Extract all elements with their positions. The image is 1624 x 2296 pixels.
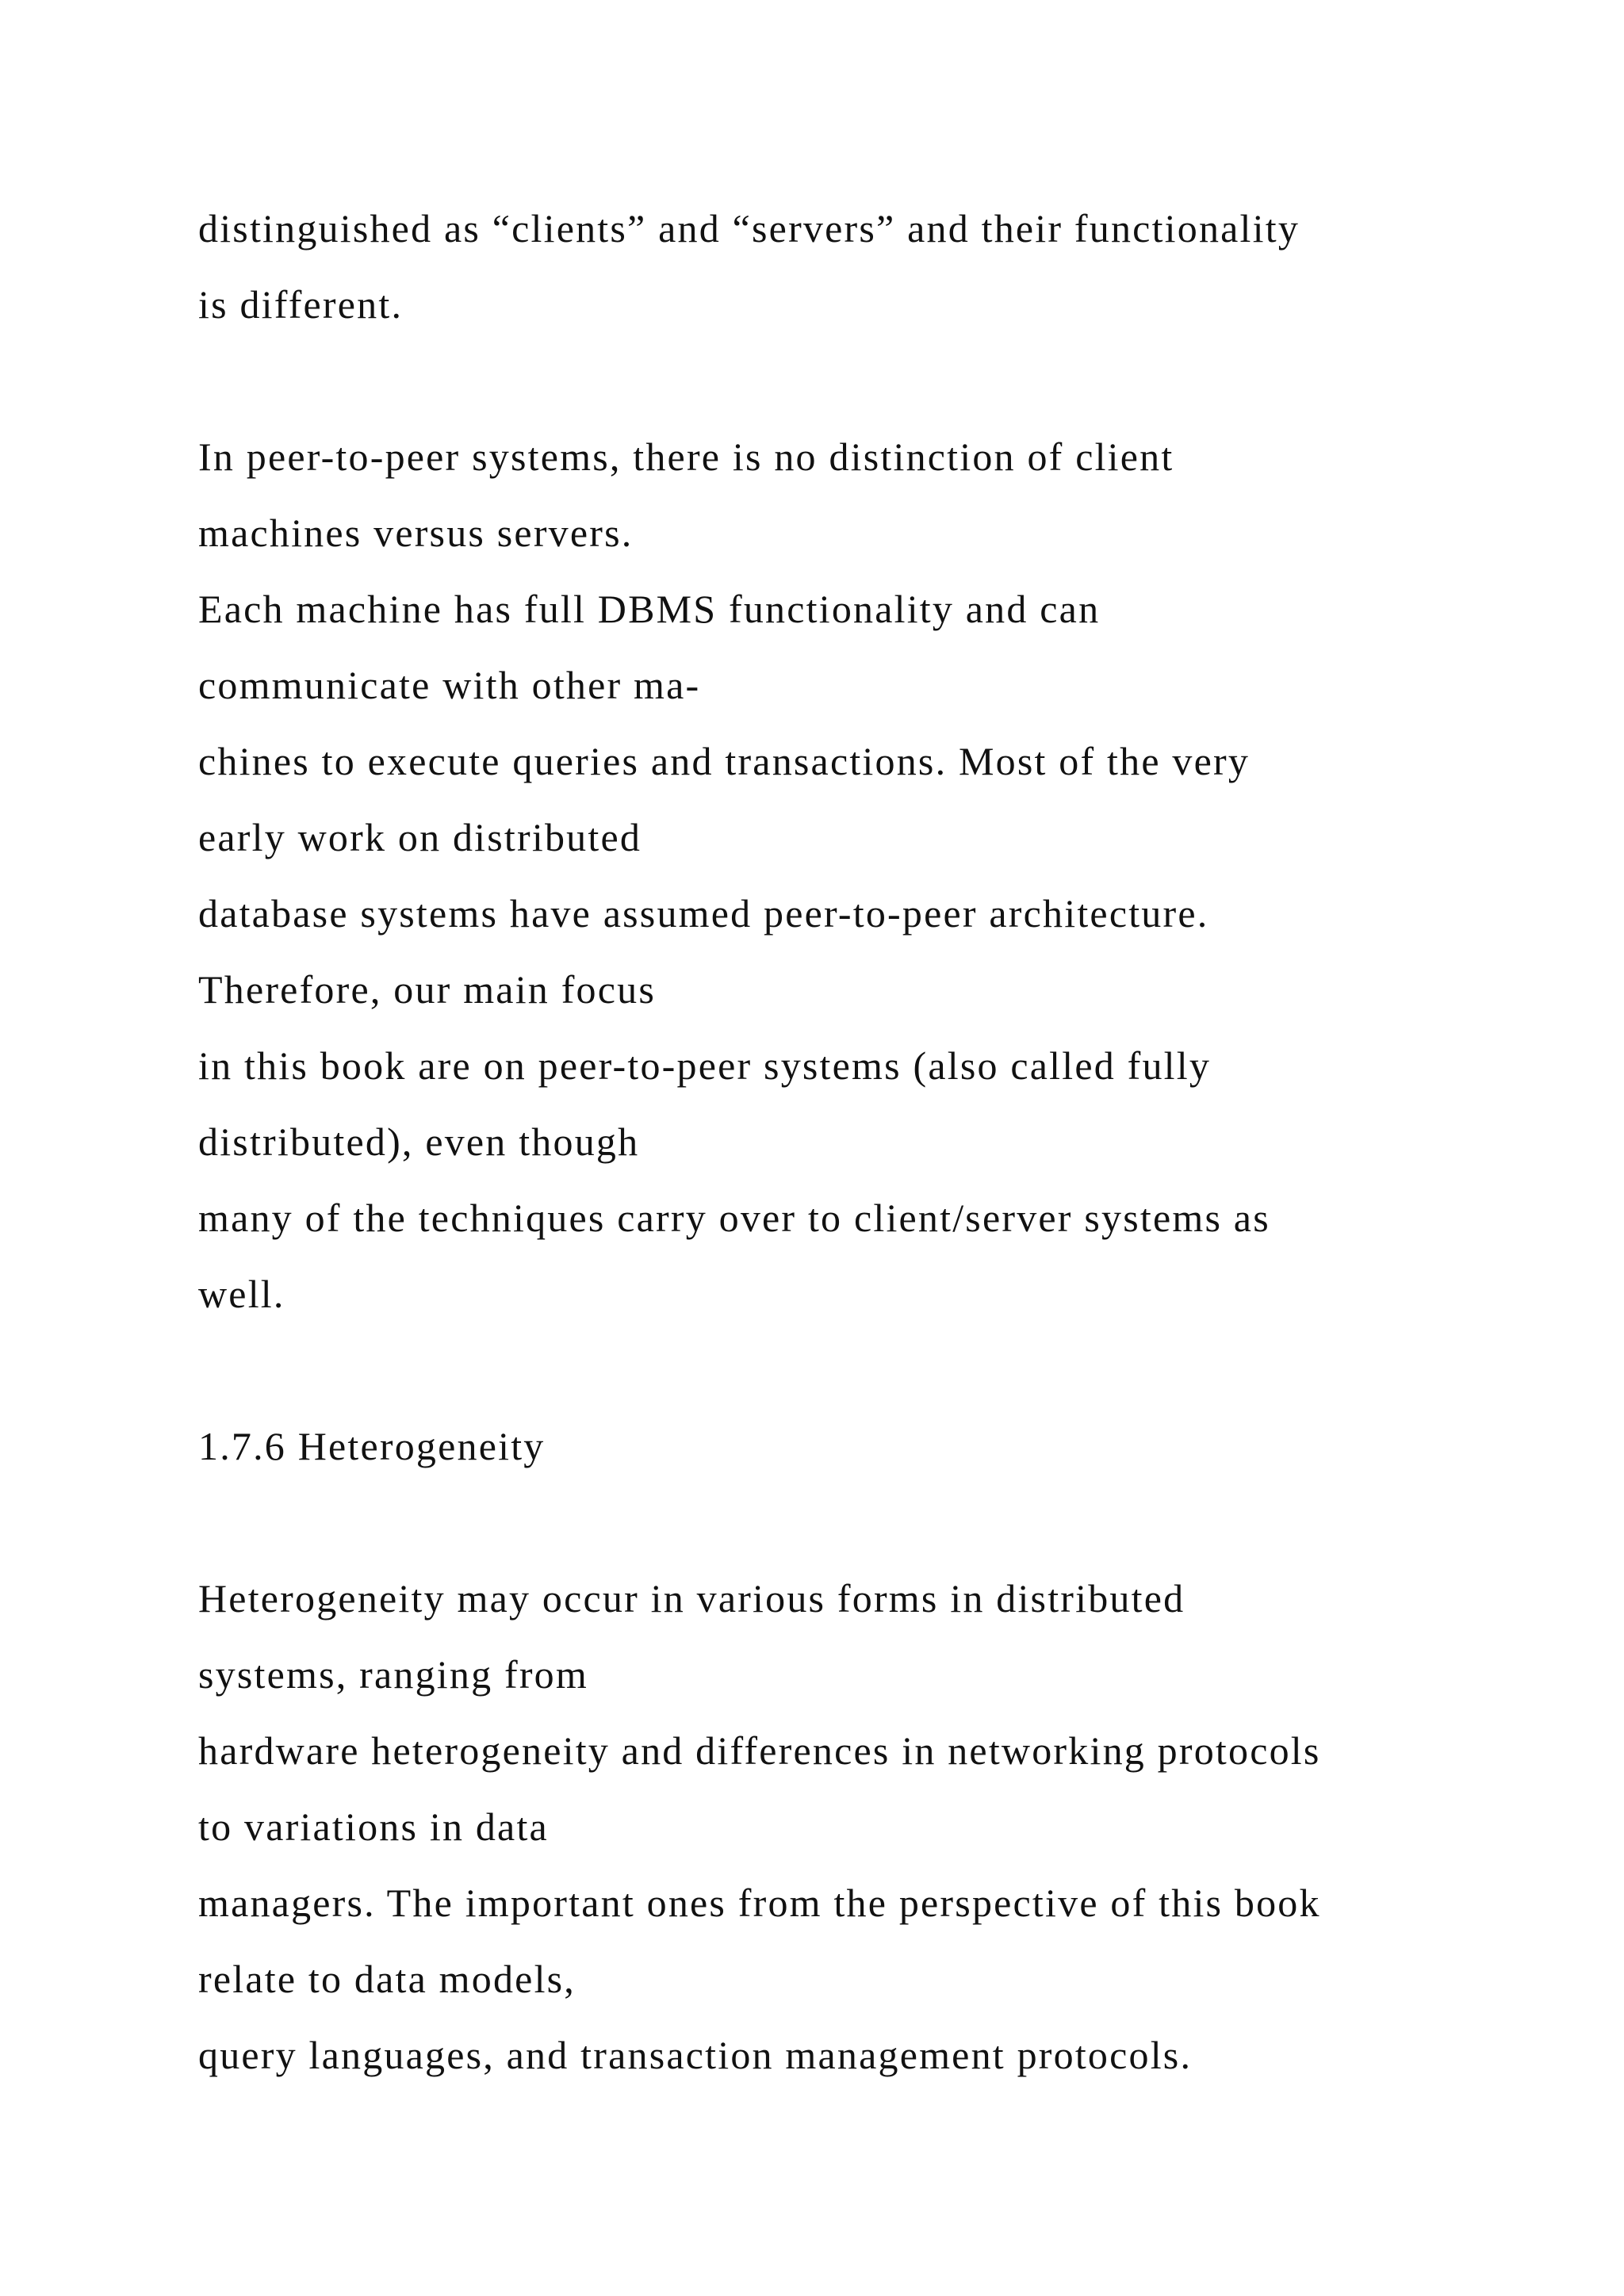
section-heading [198, 1408, 1546, 1484]
text-line: distinguished as “clients” and “servers” and their functionality [198, 206, 1300, 251]
text-line: chines to execute queries and transactions. Most of the very [198, 739, 1251, 783]
text-line: database systems have assumed peer-to-peer architecture. [198, 891, 1209, 936]
text-line: early work on distributed [198, 815, 642, 859]
text-line: communicate with other ma- [198, 663, 701, 707]
paragraph-peer-to-peer [198, 419, 1546, 1332]
document-text [198, 190, 1546, 2093]
text-line: Heterogeneity may occur in various forms in distributed [198, 1576, 1185, 1621]
text-line: systems, ranging from [198, 1652, 588, 1697]
text-line: query languages, and transaction management protocols. [198, 2033, 1193, 2077]
text-line: managers. The important ones from the perspective of this book [198, 1881, 1321, 1925]
paragraph-spacer [198, 1332, 1546, 1408]
paragraph-spacer [198, 342, 1546, 419]
text-line: Therefore, our main focus [198, 967, 656, 1012]
paragraph-heterogeneity [198, 1560, 1546, 2093]
text-line: machines versus servers. [198, 511, 634, 555]
text-line: well. [198, 1272, 285, 1316]
text-line: relate to data models, [198, 1957, 576, 2001]
text-line: In peer-to-peer systems, there is no distinction of client [198, 434, 1174, 479]
text-line: in this book are on peer-to-peer systems (also called fully [198, 1043, 1212, 1088]
text-line: is different. [198, 282, 404, 327]
paragraph-client-server-continuation [198, 190, 1546, 342]
text-line: hardware heterogeneity and differences in networking protocols [198, 1728, 1321, 1773]
text-line: distributed), even though [198, 1119, 640, 1164]
paragraph-spacer [198, 1484, 1546, 1560]
text-line: to variations in data [198, 1804, 549, 1849]
text-line: Each machine has full DBMS functionality and can [198, 587, 1101, 631]
section-heading-text: 1.7.6 Heterogeneity [198, 1424, 546, 1468]
text-line: many of the techniques carry over to client/server systems as [198, 1196, 1270, 1240]
